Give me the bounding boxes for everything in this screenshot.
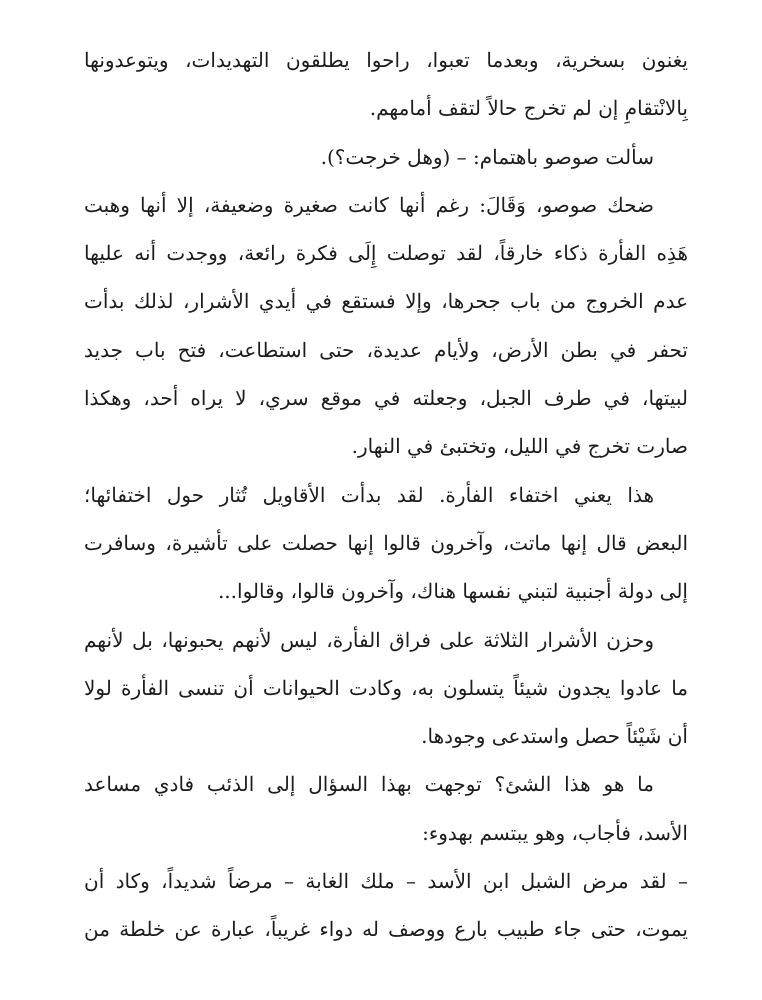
text-line: ما عادوا يجدون شيئاً يتسلون به، وكادت الحيوانات أن تنسى الفأرة لولا [84, 675, 688, 700]
text-line: سألت صوصو باهتمام: – (وهل خرجت؟). [320, 144, 654, 169]
paragraph [84, 760, 688, 857]
text-line: هذا يعني اختفاء الفأرة. لقد بدأت الأقاويل تُثار حول اختفائها؛ [84, 482, 654, 507]
text-line: يغنون بسخرية، وبعدما تعبوا، راحوا يطلقون التهديدات، ويتوعدونها [84, 48, 688, 72]
text-line: ما هو هذا الشئ؟ توجهت بهذا السؤال إلى الذئب فادي مساعد [84, 772, 654, 797]
text-line: صارت تخرج في الليل، وتختبئ في النهار. [351, 434, 688, 459]
page-text [84, 36, 688, 954]
paragraph [84, 857, 688, 954]
text-line: عدم الخروج من باب جحرها، وإلا فستقع في أيدي الأشرار، لذلك بدأت [84, 289, 688, 314]
text-line: البعض قال إنها ماتت، وآخرون قالوا إنها حصلت على تأشيرة، وسافرت [84, 530, 688, 555]
text-line: وحزن الأشرار الثلاثة على فراق الفأرة، ليس لأنهم يحبونها، بل لأنهم [84, 627, 654, 652]
paragraph [84, 471, 688, 616]
text-line: تحفر في بطن الأرض، ولأيام عديدة، حتى استطاعت، فتح باب جديد [84, 337, 688, 362]
paragraph [84, 616, 688, 761]
text-line: لبيتها، في طرف الجبل، وجعلته في موقع سري، لا يراه أحد، وهكذا [84, 386, 688, 411]
paragraph [84, 36, 688, 133]
paragraph [84, 133, 688, 181]
text-line: الأسد، فأجاب، وهو يبتسم بهدوء: [422, 820, 688, 845]
text-line: بِالانْتقامِ إن لم تخرج حالاً لتقف أمامهم. [369, 96, 688, 121]
text-line: ضحك صوصو، وَقَالَ: رغم أنها كانت صغيرة وضعيفة، إلا أنها وهبت [84, 192, 654, 217]
text-line: – لقد مرض الشبل ابن الأسد – ملك الغابة – مرضاً شديداً، وكاد أن [84, 869, 688, 894]
paragraph [84, 181, 688, 471]
text-line: أن شَيْئاً حصل واستدعى وجودها. [421, 724, 688, 749]
text-line: هَذِه الفأرة ذكاء خارقاً، لقد توصلت إِلَى فكرة رائعة، ووجدت أنه عليها [84, 241, 688, 266]
text-line: يموت، حتى جاء طبيب بارع ووصف له دواء غريباً، عبارة عن خلطة من [84, 917, 688, 942]
text-line: إلى دولة أجنبية لتبني نفسها هناك، وآخرون قالوا، وقالوا... [217, 579, 688, 604]
